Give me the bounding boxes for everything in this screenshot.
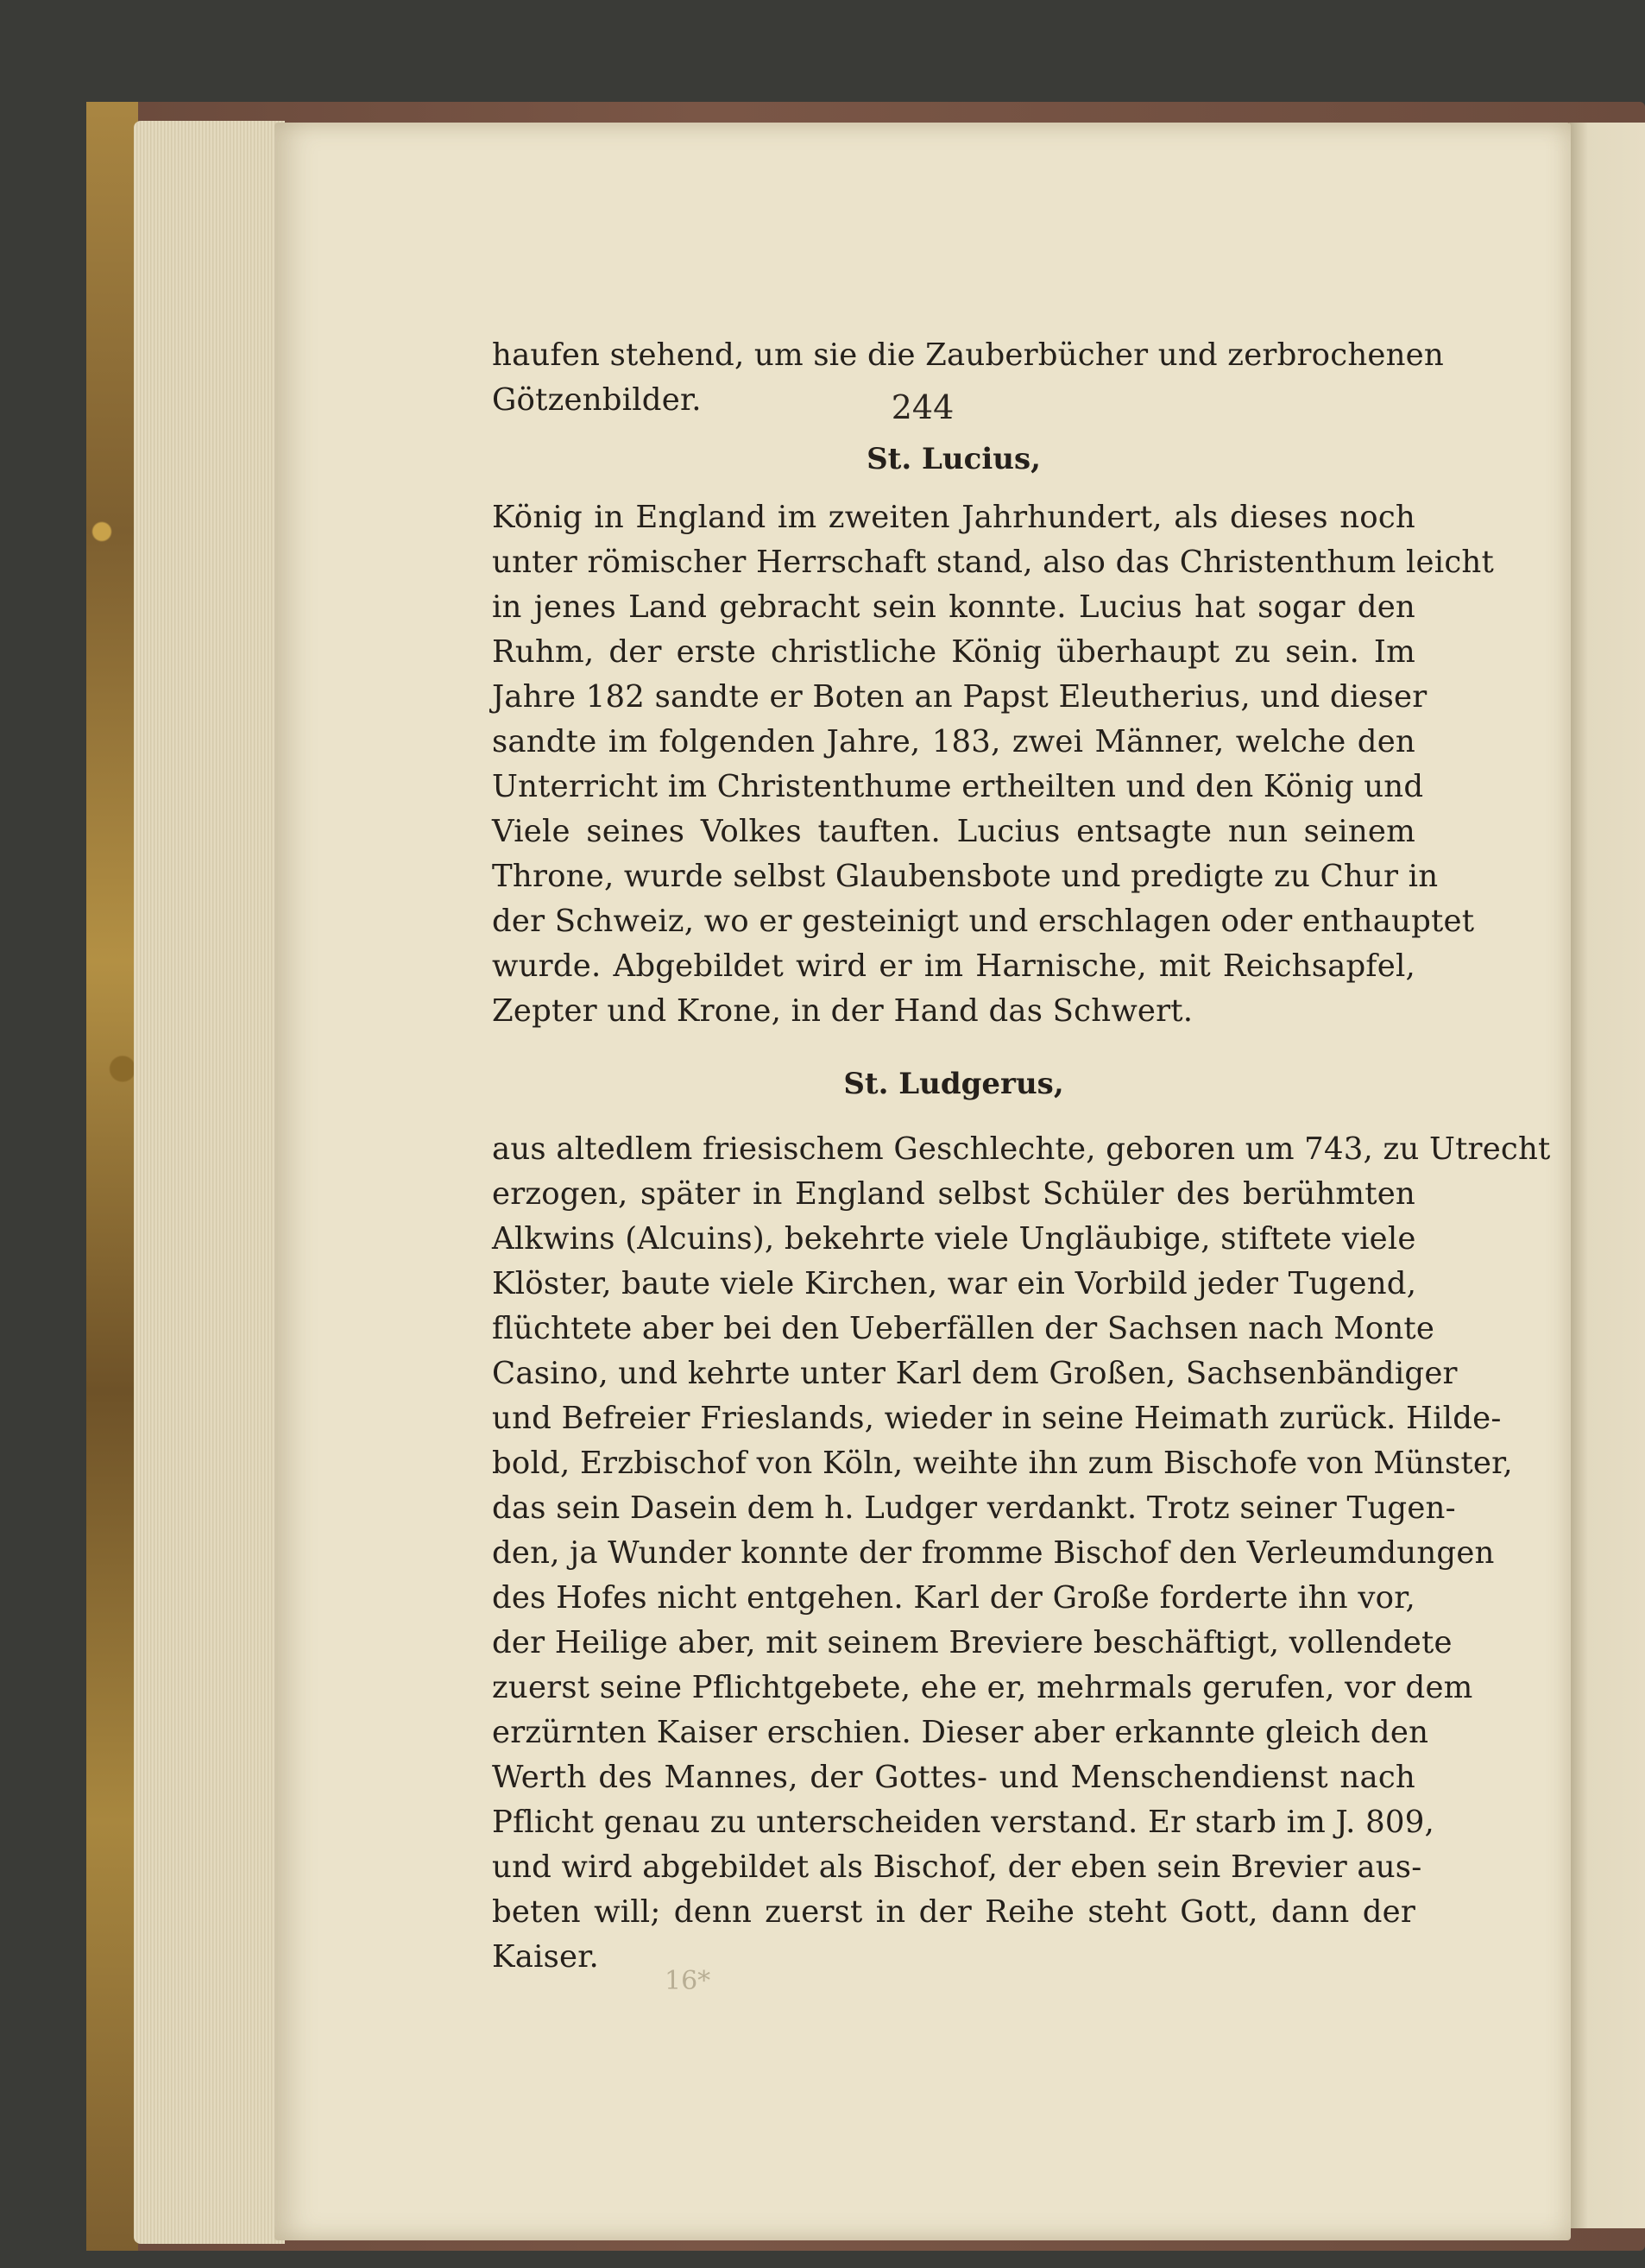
text-line: Throne, wurde selbst Glaubensbote und predigte zu Chur in	[492, 859, 1439, 894]
text-line: Zepter und Krone, in der Hand das Schwert.	[492, 993, 1194, 1029]
text-line: König in England im zweiten Jahrhundert, als dieses noch	[492, 500, 1415, 535]
text-line: Unterricht im Christenthume ertheilten und den König und	[492, 769, 1424, 804]
text-line: bold, Erzbischof von Köln, weihte ihn zum Bischofe von Münster,	[492, 1446, 1513, 1481]
text-line: des Hofes nicht entgehen. Karl der Große forderte ihn vor,	[492, 1580, 1415, 1616]
text-line: unter römischer Herrschaft stand, also das Christenthum leicht	[492, 545, 1494, 580]
page-number: 244	[891, 388, 955, 426]
text-line: erzürnten Kaiser erschien. Dieser aber erkannte gleich den	[492, 1715, 1429, 1750]
text-line: der Schweiz, wo er gesteinigt und erschlagen oder enthauptet	[492, 904, 1475, 939]
marbled-cover-edge	[86, 102, 138, 2251]
text-line: Klöster, baute viele Kirchen, war ein Vorbild jeder Tugend,	[492, 1266, 1417, 1301]
text-line: aus altedlem friesischem Geschlechte, geboren um 743, zu Utrecht	[492, 1131, 1551, 1167]
text-line: Alkwins (Alcuins), bekehrte viele Ungläubige, stiftete viele	[492, 1221, 1416, 1257]
paragraph-lucius	[492, 495, 1494, 1034]
text-line: Viele seines Volkes tauften. Lucius entsagte nun seinem	[492, 814, 1415, 849]
text-line: Ruhm, der erste christliche König überhaupt zu sein. Im	[492, 634, 1415, 670]
text-line: Pflicht genau zu unterscheiden verstand. Er starb im J. 809,	[492, 1805, 1434, 1840]
next-page-edge	[1569, 123, 1645, 2228]
text-line: wurde. Abgebildet wird er im Harnische, mit Reichsapfel,	[492, 948, 1415, 984]
text-line: sandte im folgenden Jahre, 183, zwei Männer, welche den	[492, 724, 1415, 759]
text-line: erzogen, später in England selbst Schüler des berühmten	[492, 1176, 1415, 1212]
text-line: den, ja Wunder konnte der fromme Bischof den Verleumdungen	[492, 1535, 1495, 1571]
text-line: und wird abgebildet als Bischof, der eben sein Brevier aus-	[492, 1849, 1422, 1885]
text-line: flüchtete aber bei den Ueberfällen der Sachsen nach Monte	[492, 1311, 1435, 1346]
text-line: das sein Dasein dem h. Ludger verdankt. Trotz seiner Tugen-	[492, 1490, 1456, 1526]
text-line: Jahre 182 sandte er Boten an Papst Eleutherius, und dieser	[492, 679, 1428, 715]
text-line: Kaiser.	[492, 1939, 600, 1975]
show-through-signature-mark: 16*	[665, 1966, 711, 1996]
text-line: Götzenbilder.	[492, 382, 702, 418]
section-heading-lucius: St. Lucius,	[867, 442, 1041, 476]
text-line: Werth des Mannes, der Gottes- und Menschendienst nach	[492, 1760, 1415, 1795]
page-stack-edge	[134, 121, 285, 2244]
text-line: Casino, und kehrte unter Karl dem Großen, Sachsenbändiger	[492, 1356, 1458, 1391]
text-line: zuerst seine Pflichtgebete, ehe er, mehrmals gerufen, vor dem	[492, 1670, 1473, 1705]
paragraph-ludgerus	[492, 1127, 1551, 1980]
paragraph-continuation	[492, 333, 1444, 423]
text-line: haufen stehend, um sie die Zauberbücher und zerbrochenen	[492, 337, 1444, 373]
text-line: der Heilige aber, mit seinem Breviere beschäftigt, vollendete	[492, 1625, 1453, 1660]
text-line: und Befreier Frieslands, wieder in seine Heimath zurück. Hilde-	[492, 1401, 1502, 1436]
section-heading-ludgerus: St. Ludgerus,	[843, 1067, 1064, 1101]
text-line: beten will; denn zuerst in der Reihe steht Gott, dann der	[492, 1894, 1415, 1930]
text-line: in jenes Land gebracht sein konnte. Lucius hat sogar den	[492, 589, 1415, 625]
